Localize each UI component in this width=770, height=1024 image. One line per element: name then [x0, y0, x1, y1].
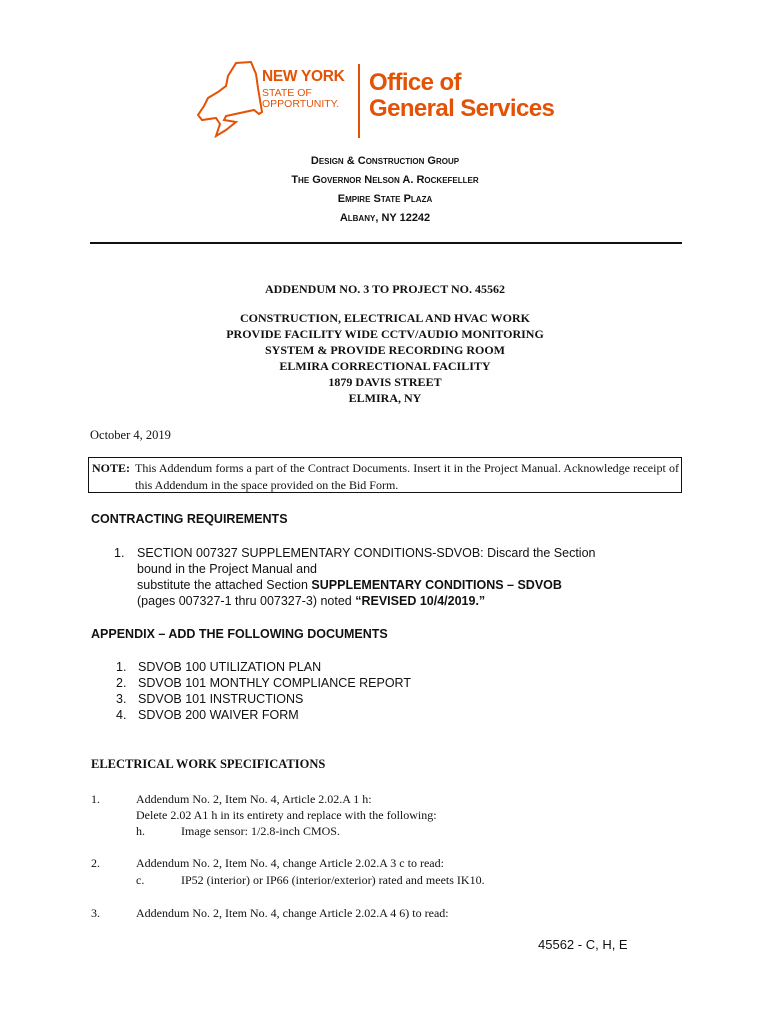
group-line-3: Empire State Plaza: [337, 193, 433, 205]
ny-wordmark: [262, 69, 345, 110]
contracting-section-name: SUPPLEMENTARY CONDITIONS – SDVOB: [311, 578, 562, 592]
electrical-sub-text: IP52 (interior) or IP66 (interior/exterior) rated and meets IK10.: [181, 873, 485, 887]
document-date: October 4, 2019: [90, 428, 171, 442]
project-line-3: SYSTEM & PROVIDE RECORDING ROOM: [264, 343, 505, 357]
page-footer-code: 45562 - C, H, E: [538, 937, 628, 952]
contracting-item-body: [137, 545, 677, 609]
addendum-title: ADDENDUM NO. 3 TO PROJECT NO. 45562: [264, 282, 506, 296]
contracting-revised-note: “REVISED 10/4/2019.”: [355, 594, 486, 608]
logo-divider: [358, 64, 360, 138]
appendix-item-num: 3.: [116, 692, 127, 706]
appendix-heading: APPENDIX – ADD THE FOLLOWING DOCUMENTS: [91, 627, 388, 641]
contracting-line-4-prefix: (pages 007327-1 thru 007327-3) noted: [137, 594, 356, 608]
header-rule: [90, 242, 682, 244]
electrical-heading: ELECTRICAL WORK SPECIFICATIONS: [91, 757, 326, 771]
project-line-2: PROVIDE FACILITY WIDE CCTV/AUDIO MONITORING: [226, 327, 544, 341]
electrical-sub-text: Image sensor: 1/2.8-inch CMOS.: [181, 824, 340, 838]
contracting-line-3: [137, 577, 677, 593]
appendix-item-num: 1.: [116, 660, 127, 674]
electrical-sub-num: c.: [136, 873, 145, 887]
project-line-6: ELMIRA, NY: [348, 391, 422, 405]
project-line-5: 1879 DAVIS STREET: [328, 375, 442, 389]
electrical-item-line-2: Delete 2.02 A1 h in its entirety and replace with the following:: [136, 808, 437, 822]
contracting-heading: CONTRACTING REQUIREMENTS: [91, 512, 288, 526]
group-line-2: The Governor Nelson A. Rockefeller: [291, 174, 479, 186]
department-address: [0, 152, 770, 228]
note-label: NOTE:: [92, 461, 131, 475]
project-description: [0, 310, 770, 406]
appendix-item-text: SDVOB 101 INSTRUCTIONS: [138, 692, 304, 706]
electrical-item-line-1: Addendum No. 2, Item No. 4, Article 2.02.A 1 h:: [136, 792, 372, 806]
ogs-logo: [196, 60, 576, 140]
ogs-line1: Office of: [369, 69, 461, 96]
electrical-item-2: [0, 855, 770, 889]
electrical-item-line-1: Addendum No. 2, Item No. 4, change Article 2.02.A 3 c to read:: [136, 856, 444, 870]
group-line-1: Design & Construction Group: [310, 155, 460, 167]
electrical-sub-num: h.: [136, 824, 145, 838]
electrical-item-num: 3.: [91, 906, 100, 920]
new-york-state-map-icon: [196, 60, 266, 138]
contracting-line-2: bound in the Project Manual and: [137, 562, 317, 576]
appendix-item-text: SDVOB 100 UTILIZATION PLAN: [138, 660, 322, 674]
contracting-line-3-prefix: substitute the attached Section: [137, 578, 312, 592]
ogs-line2: General Services: [369, 95, 555, 122]
appendix-item-text: SDVOB 101 MONTHLY COMPLIANCE REPORT: [138, 676, 411, 690]
note-box: [88, 457, 682, 493]
ny-line1: NEW YORK: [262, 68, 345, 85]
ny-line2: STATE OF: [262, 86, 312, 99]
project-line-4: ELMIRA CORRECTIONAL FACILITY: [279, 359, 491, 373]
electrical-item-3: [0, 905, 770, 923]
appendix-item-text: SDVOB 200 WAIVER FORM: [138, 708, 299, 722]
appendix-list: [0, 659, 770, 725]
contracting-line-1: SECTION 007327 SUPPLEMENTARY CONDITIONS-SDVOB: Discard the Section: [137, 546, 596, 560]
contracting-line-4: [137, 593, 677, 609]
appendix-item-num: 2.: [116, 676, 127, 690]
electrical-item-1: [0, 791, 770, 841]
appendix-item-num: 4.: [116, 708, 127, 722]
ny-line3: OPPORTUNITY.: [262, 98, 340, 110]
electrical-item-num: 2.: [91, 856, 100, 870]
contracting-item: [0, 545, 770, 615]
electrical-item-num: 1.: [91, 792, 100, 806]
ogs-wordmark: [369, 70, 554, 122]
note-text: This Addendum forms a part of the Contract Documents. Insert it in the Project Manual. Acknowledge receipt of this Addendum in the space provided on the Bid Form.: [135, 461, 679, 492]
contracting-item-num: 1.: [114, 546, 125, 560]
project-line-1: CONSTRUCTION, ELECTRICAL AND HVAC WORK: [240, 311, 530, 325]
group-line-4: Albany, NY 12242: [339, 212, 431, 224]
electrical-item-line-1: Addendum No. 2, Item No. 4, change Article 2.02.A 4 6) to read:: [136, 906, 449, 920]
